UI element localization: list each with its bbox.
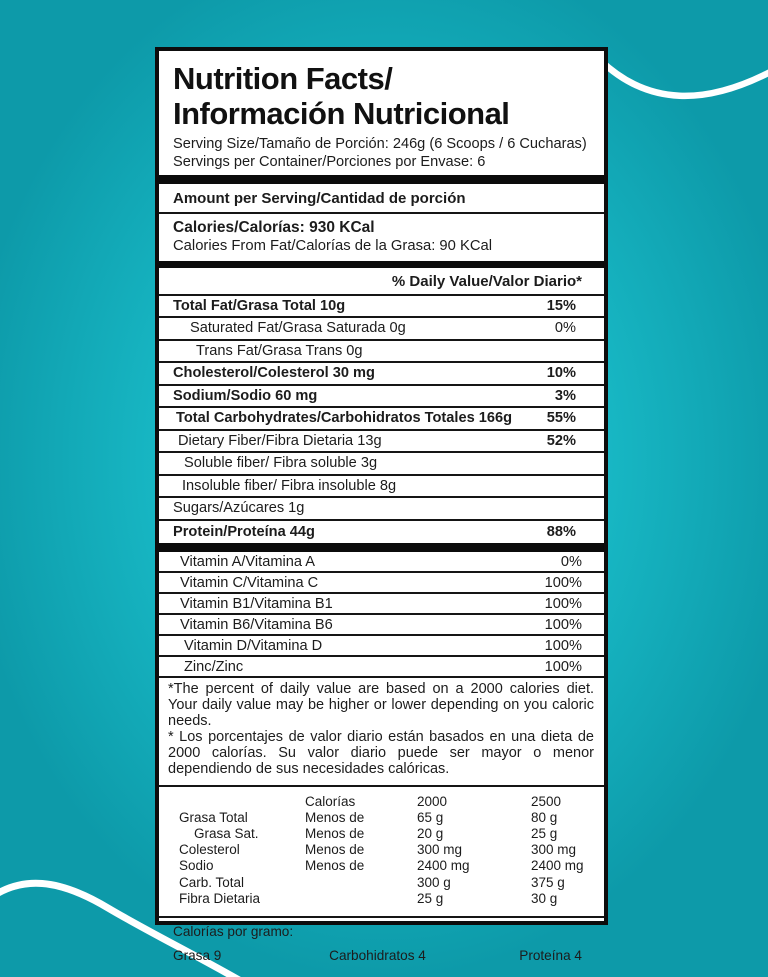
- vitamin-label: Vitamin D/Vitamina D: [184, 637, 323, 654]
- vitamin-row-vitamin-a: [159, 552, 604, 573]
- reference-cell: 2000: [417, 793, 448, 809]
- footnote-spanish: * Los porcentajes de valor diario están basados en una dieta de 2000 calorías. Su valor diario puede ser mayor o menor dependiendo de sus necesidades calóricas.: [168, 728, 594, 777]
- nutrient-row-sugars: [159, 498, 604, 521]
- calories-value: Calories/Calorías: 930 KCal: [173, 219, 375, 237]
- nutrient-label: Insoluble fiber/ Fibra insoluble 8g: [182, 477, 397, 494]
- nutrient-label: Dietary Fiber/Fibra Dietaria 13g: [178, 432, 382, 449]
- label-title: [173, 61, 592, 131]
- nutrient-label: Sugars/Azúcares 1g: [173, 500, 305, 517]
- reference-cell: Grasa Sat.: [194, 825, 259, 841]
- vitamin-label: Vitamin C/Vitamina C: [180, 574, 319, 591]
- nutrient-label: Protein/Proteína 44g: [173, 523, 315, 540]
- nutrient-label: Soluble fiber/ Fibra soluble 3g: [184, 455, 378, 472]
- reference-cell: Menos de: [305, 809, 365, 825]
- nutrient-label: Cholesterol/Colesterol 30 mg: [173, 365, 375, 382]
- nutrient-percent: 0%: [554, 320, 576, 337]
- nutrient-label: Trans Fat/Grasa Trans 0g: [196, 342, 363, 359]
- nutrient-percent: 55%: [546, 410, 576, 427]
- reference-cell: [305, 891, 417, 907]
- reference-cell: 30 g: [531, 890, 558, 906]
- nutrient-label: Total Fat/Grasa Total 10g: [173, 297, 346, 314]
- nutrient-row-trans-fat: [159, 341, 604, 364]
- label-title-line1: Nutrition Facts/: [173, 61, 393, 96]
- reference-cell: 375 g: [531, 874, 565, 890]
- vitamin-label: Vitamin A/Vitamina A: [180, 553, 315, 570]
- vitamin-row-vitamin-b6: [159, 615, 604, 636]
- calories-per-gram-fat: Grasa 9: [173, 947, 222, 963]
- reference-cell: Calorías: [305, 793, 356, 809]
- nutrient-row-cholesterol: [159, 363, 604, 386]
- reference-cell: 300 mg: [417, 842, 463, 858]
- reference-row-grasa-total: [179, 810, 604, 826]
- reference-cell: Grasa Total: [179, 809, 248, 825]
- reference-cell: 300 mg: [531, 842, 577, 858]
- reference-cell: Carb. Total: [179, 874, 245, 890]
- reference-cell: 2400 mg: [417, 858, 470, 874]
- reference-row-sodio: [179, 858, 604, 874]
- vitamin-percent: 100%: [544, 595, 582, 612]
- nutrient-row-saturated-fat: [159, 318, 604, 341]
- vitamin-label: Vitamin B1/Vitamina B1: [180, 595, 333, 612]
- nutrient-row-insoluble-fiber: [159, 476, 604, 499]
- vitamin-row-zinc: [159, 657, 604, 678]
- reference-cell: Sodio: [179, 858, 214, 874]
- reference-table: [159, 787, 604, 918]
- reference-cell: 25 g: [531, 825, 558, 841]
- amount-per-serving-heading: Amount per Serving/Cantidad de porción: [159, 184, 604, 214]
- vitamin-row-vitamin-c: [159, 573, 604, 594]
- vitamin-percent: 100%: [544, 574, 582, 591]
- reference-cell: 65 g: [417, 809, 444, 825]
- reference-cell: 300 g: [417, 874, 451, 890]
- servings-per-container-text: Servings per Container/Porciones por Envase: 6: [173, 153, 486, 170]
- calories-block: [159, 214, 604, 260]
- reference-cell: Menos de: [305, 858, 365, 874]
- nutrient-row-sodium: [159, 386, 604, 409]
- reference-cell: Menos de: [305, 842, 365, 858]
- reference-cell: 2400 mg: [531, 858, 584, 874]
- vitamin-percent: 100%: [544, 658, 582, 675]
- reference-cell: 2500: [531, 793, 562, 809]
- reference-cell: 25 g: [417, 890, 444, 906]
- nutrient-row-protein: [159, 521, 604, 544]
- label-header: [159, 51, 604, 175]
- nutrient-percent: 10%: [546, 365, 576, 382]
- reference-row-grasa-sat: [179, 826, 604, 842]
- thick-divider: [159, 543, 604, 552]
- vitamin-label: Vitamin B6/Vitamina B6: [180, 616, 333, 633]
- thick-divider: [159, 261, 604, 268]
- vitamin-row-vitamin-d: [159, 636, 604, 657]
- calories-per-gram-section: [159, 918, 604, 973]
- label-title-line2: Información Nutricional: [173, 96, 510, 132]
- nutrient-label: Total Carbohydrates/Carbohidratos Totales 166g: [176, 410, 512, 427]
- reference-row-carb-total: [179, 875, 604, 891]
- nutrient-label: Sodium/Sodio 60 mg: [173, 387, 318, 404]
- reference-row-header: [179, 794, 604, 810]
- calories-per-gram-protein: Proteína 4: [519, 947, 582, 963]
- reference-cell: Colesterol: [179, 842, 240, 858]
- calories-per-gram-title: Calorías por gramo:: [173, 923, 294, 939]
- nutrient-percent: 3%: [554, 387, 576, 404]
- nutrient-row-total-fat: [159, 296, 604, 319]
- reference-cell: 80 g: [531, 809, 558, 825]
- daily-value-header: % Daily Value/Valor Diario*: [159, 268, 604, 296]
- nutrient-percent: 88%: [546, 523, 576, 540]
- reference-row-colesterol: [179, 842, 604, 858]
- vitamin-percent: 0%: [560, 553, 582, 570]
- daily-value-footnote: [159, 678, 604, 786]
- nutrient-percent: 52%: [546, 432, 576, 449]
- thick-divider: [159, 175, 604, 184]
- nutrient-row-soluble-fiber: [159, 453, 604, 476]
- vitamin-row-vitamin-b1: [159, 594, 604, 615]
- vitamin-percent: 100%: [544, 637, 582, 654]
- vitamin-percent: 100%: [544, 616, 582, 633]
- reference-cell: [305, 875, 417, 891]
- nutrient-row-total-carbohydrates: [159, 408, 604, 431]
- calories-from-fat-value: Calories From Fat/Calorías de la Grasa: 90 KCal: [173, 237, 493, 254]
- reference-cell: Menos de: [305, 825, 365, 841]
- reference-cell: [179, 794, 305, 810]
- nutrient-row-dietary-fiber: [159, 431, 604, 454]
- calories-per-gram-carbs: Carbohidratos 4: [329, 947, 426, 963]
- calories-per-gram-values: [173, 948, 582, 963]
- nutrient-label: Saturated Fat/Grasa Saturada 0g: [190, 320, 406, 337]
- footnote-english: *The percent of daily value are based on a 2000 calories diet. Your daily value may be higher or lower depending on you caloric needs.: [168, 681, 594, 729]
- top-right-curve: [600, 60, 768, 96]
- nutrition-facts-label: [155, 47, 608, 963]
- reference-row-fibra-dietaria: [179, 891, 604, 907]
- nutrient-percent: 15%: [546, 297, 576, 314]
- reference-cell: 20 g: [417, 825, 444, 841]
- vitamin-label: Zinc/Zinc: [184, 658, 244, 675]
- reference-cell: Fibra Dietaria: [179, 890, 261, 906]
- serving-size-text: Serving Size/Tamaño de Porción: 246g (6 Scoops / 6 Cucharas): [173, 136, 587, 153]
